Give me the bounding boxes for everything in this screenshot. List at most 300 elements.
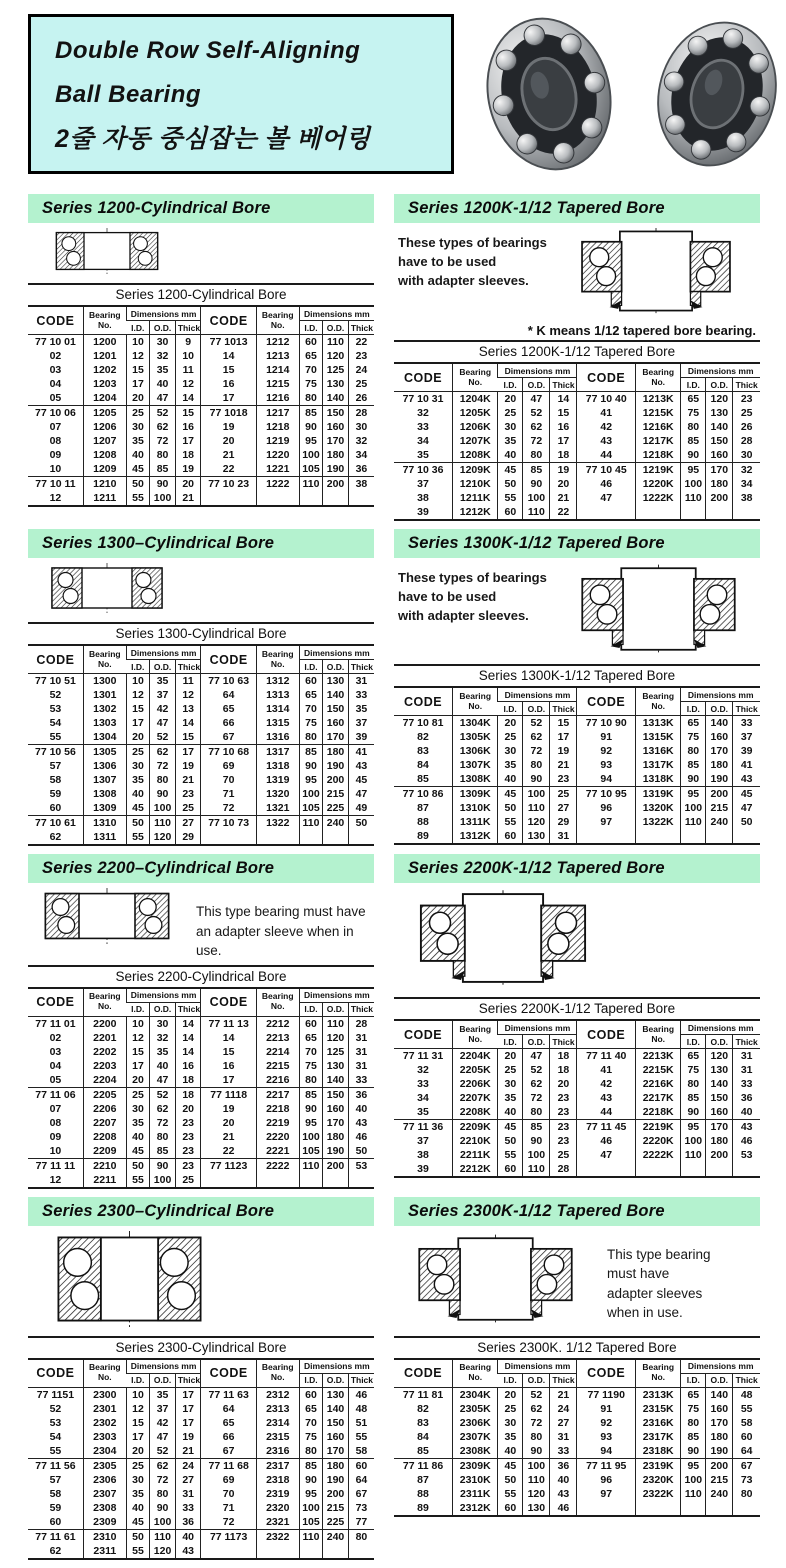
cell-id: 85: [681, 758, 706, 772]
table-block: [28, 965, 374, 1189]
cell-bearing-no: 1215: [256, 377, 299, 391]
cell-code: 04: [49, 1059, 62, 1072]
cell-id: 55: [498, 491, 523, 505]
cell-od: 90: [150, 1501, 176, 1515]
cell-bearing-no: 1210K: [453, 477, 498, 491]
row-group: [28, 1016, 374, 1087]
cell-id: 40: [126, 448, 150, 462]
cell-code: 82: [417, 731, 429, 743]
cell-bearing-no: 2210K: [453, 1134, 498, 1148]
cell-bearing-no: 2220K: [636, 1134, 681, 1148]
cell-code: 35: [417, 1106, 429, 1118]
cell-od: 120: [523, 815, 550, 829]
cell-od: 240: [323, 816, 349, 831]
table-row: [394, 1402, 760, 1416]
cell-thick: 25: [550, 787, 577, 802]
cell-code: 93: [577, 1430, 636, 1444]
page-header: [28, 12, 758, 184]
cell-id: 15: [126, 1416, 150, 1430]
k-footnote: * K means 1/12 tapered bore bearing.: [527, 323, 756, 338]
cell-thick: 19: [175, 1430, 201, 1444]
cell-od: 47: [150, 1073, 176, 1088]
cell-code: 03: [49, 364, 62, 376]
cell-bearing-no: 1304K: [453, 716, 498, 731]
cell-bearing-no: [256, 1173, 299, 1188]
cell-code: 94: [577, 1444, 636, 1459]
cell-code: 77 10 95: [577, 787, 636, 802]
cell-id: 40: [126, 787, 150, 801]
cell-thick: 48: [733, 1387, 760, 1402]
cell-thick: [348, 1173, 374, 1188]
cell-bearing-no: 2218: [256, 1102, 299, 1116]
bearing-table-2300K: [394, 1358, 760, 1517]
section-1300K: [394, 529, 760, 846]
cell-code: 69: [201, 1473, 256, 1487]
cell-code: 77 11 63: [201, 1387, 256, 1402]
title-box: [28, 14, 454, 174]
cell-od: 140: [323, 1073, 349, 1088]
cell-od: 62: [150, 745, 176, 760]
cell-thick: 25: [175, 1173, 201, 1188]
cell-thick: 18: [175, 1073, 201, 1088]
table-block: [394, 664, 760, 845]
cell-code: 60: [49, 1515, 62, 1528]
cell-code: 46: [577, 1134, 636, 1148]
row-group: [28, 477, 374, 507]
section-1300: [28, 529, 374, 846]
cell-bearing-no: 2309K: [453, 1458, 498, 1473]
cell-id: 90: [681, 1444, 706, 1459]
cell-thick: 13: [175, 702, 201, 716]
col-id: I.D.: [681, 1373, 706, 1387]
cell-thick: 23: [733, 392, 760, 407]
table-row: [28, 1544, 374, 1559]
cell-od: 35: [150, 1045, 176, 1059]
cell-bearing-no: 1204: [83, 391, 126, 406]
cell-id: 90: [299, 1102, 323, 1116]
table-title: Series 2300-Cylindrical Bore: [115, 1339, 287, 1355]
section-2300K: [394, 1197, 760, 1560]
cell-code: 77 11 06: [35, 1088, 76, 1101]
cell-thick: [348, 491, 374, 506]
cell-bearing-no: 2301: [83, 1402, 126, 1416]
cell-id: 85: [299, 1087, 323, 1102]
cell-thick: 38: [348, 477, 374, 492]
col-id: I.D.: [131, 1375, 145, 1386]
col-bearing-no: Bearing No.: [83, 988, 126, 1017]
cell-thick: 50: [348, 816, 374, 831]
cell-id: 110: [299, 477, 323, 492]
cell-bearing-no: 1316: [256, 730, 299, 745]
cell-code: 39: [417, 1163, 429, 1175]
cell-id: 20: [126, 730, 150, 745]
col-thick: Thick: [550, 1373, 577, 1387]
table-row: [28, 1529, 374, 1544]
table-row: [28, 462, 374, 477]
cell-id: 50: [126, 816, 150, 831]
col-id: I.D.: [681, 702, 706, 716]
cell-od: 125: [323, 1045, 349, 1059]
cell-id: 30: [498, 1416, 523, 1430]
cell-id: 17: [126, 377, 150, 391]
cell-od: [323, 1544, 349, 1559]
cell-bearing-no: 1307: [83, 773, 126, 787]
cell-bearing-no: 2304K: [453, 1387, 498, 1402]
cell-thick: 31: [348, 674, 374, 689]
col-id: I.D.: [503, 703, 517, 714]
cell-thick: 41: [348, 745, 374, 760]
cell-od: 160: [706, 730, 733, 744]
cell-id: 75: [681, 730, 706, 744]
col-dimensions: Dimensions mm: [498, 363, 577, 378]
cell-thick: 40: [348, 1102, 374, 1116]
cell-id: 60: [498, 1162, 523, 1177]
section-2200K: [394, 854, 760, 1189]
cell-bearing-no: 1319: [256, 773, 299, 787]
cell-bearing-no: 2212: [256, 1016, 299, 1031]
cell-bearing-no: 1308K: [453, 772, 498, 787]
cell-thick: 23: [550, 1091, 577, 1105]
cell-bearing-no: 1211K: [453, 491, 498, 505]
cell-od: 47: [150, 391, 176, 406]
cell-thick: 53: [733, 1148, 760, 1162]
cell-bearing-no: 1217K: [636, 434, 681, 448]
cell-thick: 17: [175, 745, 201, 760]
cell-id: 50: [498, 801, 523, 815]
cell-bearing-no: 2210: [83, 1158, 126, 1173]
table-row: [28, 702, 374, 716]
table-row: [28, 377, 374, 391]
cell-bearing-no: 1302: [83, 702, 126, 716]
cell-bearing-no: 1310: [83, 816, 126, 831]
cell-thick: 35: [348, 702, 374, 716]
table-header: [28, 988, 374, 1017]
cell-id: 100: [681, 477, 706, 491]
cell-code: 67: [201, 1444, 256, 1459]
cell-od: 80: [523, 1430, 550, 1444]
cell-code: 44: [577, 1105, 636, 1120]
cell-od: 170: [323, 434, 349, 448]
cell-thick: 24: [175, 1458, 201, 1473]
cell-thick: 31: [348, 1059, 374, 1073]
cell-od: 200: [706, 787, 733, 802]
cell-id: 12: [126, 688, 150, 702]
table-header: [28, 306, 374, 335]
bearing-table-1300: [28, 644, 374, 846]
cell-thick: 50: [348, 1144, 374, 1159]
cell-code: 52: [49, 1402, 62, 1415]
cell-code: 77 10 51: [34, 675, 76, 687]
table-row: [394, 744, 760, 758]
row-group: [28, 1529, 374, 1559]
col-bearing-no: Bearing No.: [256, 1359, 299, 1388]
cell-id: 105: [299, 462, 323, 477]
cell-code: 16: [201, 377, 256, 391]
cell-bearing-no: 1309: [83, 801, 126, 816]
cell-bearing-no: 2204K: [453, 1049, 498, 1064]
table-row: [394, 420, 760, 434]
cell-id: 80: [681, 744, 706, 758]
cell-code: 34: [417, 435, 429, 447]
section-banner: Series 2300–Cylindrical Bore: [28, 1197, 374, 1226]
cell-id: 15: [126, 363, 150, 377]
cell-code: 91: [577, 730, 636, 744]
cell-code: 33: [417, 421, 429, 433]
cell-thick: 43: [348, 1116, 374, 1130]
col-code: CODE: [577, 1359, 636, 1388]
cell-id: 80: [299, 1444, 323, 1459]
cell-id: 100: [299, 787, 323, 801]
cell-od: 160: [706, 1402, 733, 1416]
table-row: [394, 392, 760, 407]
col-bearing-no: Bearing No.: [453, 687, 498, 716]
cell-code: 37: [417, 478, 429, 490]
cell-bearing-no: 2209: [83, 1144, 126, 1159]
cell-od: 150: [323, 406, 349, 421]
cell-od: 110: [523, 505, 550, 520]
table-row: [394, 801, 760, 815]
cell-id: 110: [681, 815, 706, 829]
cell-thick: 30: [733, 448, 760, 463]
cell-code: 60: [49, 802, 62, 814]
cell-od: 52: [523, 1063, 550, 1077]
col-od: O.D.: [523, 378, 550, 392]
cell-code: 77 10 68: [201, 745, 256, 760]
cell-id: 35: [498, 1430, 523, 1444]
table-row: [28, 1430, 374, 1444]
col-thick: Thick: [175, 660, 201, 674]
table-row: [28, 391, 374, 406]
cell-code: 04: [49, 378, 62, 390]
cell-od: 42: [150, 702, 176, 716]
table-row: [28, 830, 374, 845]
row-group: [394, 787, 760, 845]
cell-code: 77 10 01: [34, 336, 76, 348]
cell-bearing-no: 1305K: [453, 730, 498, 744]
cell-id: 50: [498, 1134, 523, 1148]
row-group: [28, 1387, 374, 1458]
cell-od: 30: [150, 1016, 176, 1031]
cell-id: 90: [681, 448, 706, 463]
table-row: [394, 1487, 760, 1501]
cell-bearing-no: 2310K: [453, 1473, 498, 1487]
table-row: [28, 1173, 374, 1188]
note-text: This type bearing must have an adapter sleeve when in use.: [196, 904, 366, 959]
cell-code: 72: [201, 801, 256, 816]
cell-code: 71: [201, 787, 256, 801]
cell-thick: 36: [550, 1458, 577, 1473]
table-title: Series 1200-Cylindrical Bore: [115, 287, 287, 302]
table-title: Series 2200-Cylindrical Bore: [115, 968, 287, 984]
cell-od: 130: [323, 1387, 349, 1402]
cell-thick: [733, 829, 760, 844]
cell-code: 77 11 13: [201, 1016, 256, 1031]
cell-bearing-no: 1310K: [453, 801, 498, 815]
table-row: [394, 730, 760, 744]
cell-od: 100: [523, 1458, 550, 1473]
col-code: CODE: [201, 988, 256, 1017]
cell-bearing-no: 2316K: [636, 1416, 681, 1430]
col-dimensions: Dimensions mm: [498, 1020, 577, 1035]
cell-od: [323, 830, 349, 845]
cell-thick: 43: [550, 1487, 577, 1501]
cell-thick: 67: [733, 1458, 760, 1473]
cell-thick: 11: [175, 674, 201, 689]
table-row: [28, 801, 374, 816]
table-row: [28, 335, 374, 350]
cell-id: 10: [126, 674, 150, 689]
title-line-korean: 2줄 자동 중심잡는 볼 베어링: [55, 125, 371, 153]
cell-thick: 25: [550, 1148, 577, 1162]
col-code: CODE: [577, 363, 636, 392]
cell-id: 20: [498, 1049, 523, 1064]
cell-od: 80: [150, 1487, 176, 1501]
cell-thick: 27: [550, 1416, 577, 1430]
cell-thick: 55: [733, 1402, 760, 1416]
cell-code: 03: [49, 1045, 62, 1058]
cell-id: 60: [299, 1016, 323, 1031]
cell-od: 130: [706, 1063, 733, 1077]
cell-bearing-no: 1213: [256, 349, 299, 363]
cell-code: 88: [417, 816, 429, 828]
cell-thick: 19: [175, 462, 201, 477]
cell-id: 20: [126, 391, 150, 406]
cell-od: 215: [323, 787, 349, 801]
cell-bearing-no: 1212: [256, 335, 299, 350]
table-title: Series 1300K-1/12 Tapered Bore: [478, 668, 676, 683]
cell-code: 22: [201, 462, 256, 477]
cell-od: 190: [323, 1144, 349, 1159]
cell-code: 05: [49, 1073, 62, 1086]
cell-thick: 49: [348, 801, 374, 816]
cell-code: 54: [49, 1430, 62, 1443]
cell-od: [706, 1501, 733, 1516]
col-od: O.D.: [523, 702, 550, 716]
cell-code: 85: [417, 773, 429, 785]
cell-code: 77 11 95: [577, 1458, 636, 1473]
cell-code: 55: [49, 1444, 62, 1457]
cell-code: [577, 829, 636, 844]
cell-thick: 20: [550, 1077, 577, 1091]
cell-bearing-no: 2310: [83, 1529, 126, 1544]
cell-code: 57: [49, 760, 62, 772]
cell-bearing-no: 2319: [256, 1487, 299, 1501]
cell-id: 45: [498, 787, 523, 802]
cell-bearing-no: 2219K: [636, 1120, 681, 1135]
cell-code: 77 11 56: [35, 1459, 76, 1472]
cell-od: 62: [150, 1458, 176, 1473]
cell-code: 12: [49, 492, 62, 504]
cell-bearing-no: 1301: [83, 688, 126, 702]
cell-od: 47: [523, 392, 550, 407]
cell-od: 180: [706, 477, 733, 491]
cell-thick: 31: [550, 829, 577, 844]
cell-id: 30: [126, 759, 150, 773]
cell-bearing-no: 2300: [83, 1387, 126, 1402]
table-row: [28, 773, 374, 787]
cell-thick: 26: [733, 420, 760, 434]
cell-thick: 80: [348, 1529, 374, 1544]
cell-code: 37: [417, 1135, 429, 1147]
cell-od: 200: [323, 477, 349, 492]
cell-bearing-no: 1222: [256, 477, 299, 492]
cell-bearing-no: 2319K: [636, 1458, 681, 1473]
cell-od: 80: [150, 1130, 176, 1144]
cell-code: 83: [417, 1416, 429, 1429]
cell-thick: 15: [550, 406, 577, 420]
cell-thick: 41: [733, 758, 760, 772]
cell-od: 170: [706, 1416, 733, 1430]
cell-id: 25: [498, 1402, 523, 1416]
cell-code: 17: [201, 1073, 256, 1088]
col-bearing-no: Bearing No.: [256, 645, 299, 674]
bearing-table-1200: [28, 305, 374, 507]
cell-code: 77 10 06: [34, 407, 76, 419]
cell-od: 225: [323, 801, 349, 816]
cell-id: 65: [299, 1031, 323, 1045]
cell-thick: 46: [733, 1134, 760, 1148]
cell-thick: 25: [348, 377, 374, 391]
table-row: [28, 349, 374, 363]
note-text: These types of bearings have to be used with adapter sleeves.: [398, 235, 547, 288]
section-banner: Series 2200K-1/12 Tapered Bore: [394, 854, 760, 883]
cell-thick: 23: [550, 1105, 577, 1120]
cell-id: 95: [299, 773, 323, 787]
table-row: [28, 1387, 374, 1402]
cell-bearing-no: [636, 1162, 681, 1177]
cell-od: 190: [706, 772, 733, 787]
cell-thick: 17: [175, 1416, 201, 1430]
cell-od: 170: [706, 744, 733, 758]
cell-od: 85: [150, 462, 176, 477]
cell-thick: 21: [550, 491, 577, 505]
cell-id: 55: [498, 815, 523, 829]
col-dimensions: Dimensions mm: [126, 645, 201, 660]
cell-id: 12: [126, 349, 150, 363]
cell-id: 85: [299, 1458, 323, 1473]
cell-bearing-no: 1216K: [636, 420, 681, 434]
cell-thick: 11: [175, 363, 201, 377]
cell-od: 85: [523, 1120, 550, 1135]
cell-code: 38: [417, 492, 429, 504]
table-row: [28, 1130, 374, 1144]
cell-od: 120: [706, 392, 733, 407]
col-thick: Thick: [550, 1035, 577, 1049]
cell-bearing-no: 2313K: [636, 1387, 681, 1402]
cell-bearing-no: 2215K: [636, 1063, 681, 1077]
cell-code: 89: [417, 830, 429, 842]
cell-id: 45: [126, 462, 150, 477]
cell-id: 20: [498, 1387, 523, 1402]
cell-id: 40: [498, 1444, 523, 1459]
cell-od: 40: [150, 377, 176, 391]
cell-od: 215: [706, 801, 733, 815]
cell-code: 39: [417, 506, 429, 518]
cell-od: 150: [323, 702, 349, 716]
cell-od: 100: [523, 787, 550, 802]
cell-code: 66: [201, 1430, 256, 1444]
cell-code: 09: [49, 1130, 62, 1143]
col-dimensions: Dimensions mm: [681, 687, 760, 702]
table-block: [394, 1336, 760, 1517]
cell-thick: 28: [348, 1016, 374, 1031]
cell-bearing-no: 2305K: [453, 1402, 498, 1416]
section-banner: Series 1200K-1/12 Tapered Bore: [394, 194, 760, 223]
cell-code: 17: [201, 391, 256, 406]
col-id: I.D.: [681, 1035, 706, 1049]
cell-id: 90: [681, 772, 706, 787]
cell-thick: 64: [733, 1444, 760, 1459]
